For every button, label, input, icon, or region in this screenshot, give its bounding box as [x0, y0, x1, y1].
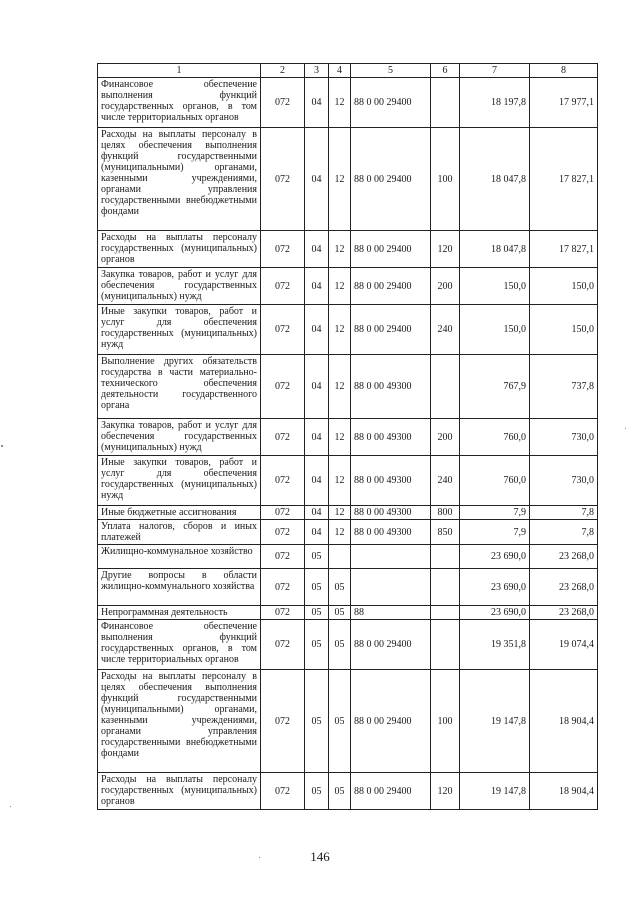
row-name: Расходы на выплаты персоналу государственных (муниципальных) органов [98, 773, 261, 810]
row-name: Расходы на выплаты персоналу в целях обеспечения выполнения функций государственными (муниципальными) органами, казенными учреждениями, органами управления государственными внебюджетными фондами [98, 128, 261, 231]
row-name: Закупка товаров, работ и услуг для обеспечения государственных (муниципальных) нужд [98, 268, 261, 305]
row-name: Непрограммная деятельность [98, 606, 261, 620]
table-row [98, 670, 598, 773]
row-amount-year-2: 19 074,4 [530, 620, 598, 670]
row-admin-code: 072 [261, 305, 305, 355]
row-amount-year-2: 18 904,4 [530, 670, 598, 773]
column-header: 6 [431, 64, 460, 78]
table-body [98, 78, 598, 810]
row-amount-year-2: 7,8 [530, 520, 598, 545]
row-expense-type: 850 [431, 520, 460, 545]
budget-table-container [97, 63, 597, 810]
row-admin-code: 072 [261, 606, 305, 620]
row-target-article: 88 0 00 29400 [351, 268, 431, 305]
row-amount-year-2: 737,8 [530, 355, 598, 419]
row-expense-type: 120 [431, 231, 460, 268]
table-row [98, 606, 598, 620]
row-amount-year-1: 7,9 [460, 506, 530, 520]
row-amount-year-1: 18 047,8 [460, 128, 530, 231]
row-amount-year-2: 17 827,1 [530, 128, 598, 231]
row-amount-year-1: 767,9 [460, 355, 530, 419]
row-name: Жилищно-коммунальное хозяйство [98, 545, 261, 569]
table-row [98, 268, 598, 305]
row-section: 04 [305, 78, 329, 128]
row-amount-year-1: 7,9 [460, 520, 530, 545]
row-expense-type [431, 620, 460, 670]
row-admin-code: 072 [261, 456, 305, 506]
row-target-article: 88 0 00 29400 [351, 620, 431, 670]
row-amount-year-1: 18 047,8 [460, 231, 530, 268]
budget-table [97, 63, 598, 810]
row-name: Финансовое обеспечение выполнения функций государственных органов, в том числе территориальных органов [98, 78, 261, 128]
row-subsection: 12 [329, 520, 351, 545]
row-amount-year-2: 7,8 [530, 506, 598, 520]
row-amount-year-1: 760,0 [460, 419, 530, 456]
row-name: Закупка товаров, работ и услуг для обеспечения государственных (муниципальных) нужд [98, 419, 261, 456]
row-name: Иные закупки товаров, работ и услуг для обеспечения государственных (муниципальных) нужд [98, 456, 261, 506]
row-section: 05 [305, 545, 329, 569]
row-name: Иные бюджетные ассигнования [98, 506, 261, 520]
row-amount-year-1: 150,0 [460, 305, 530, 355]
table-row [98, 78, 598, 128]
row-expense-type: 100 [431, 670, 460, 773]
scan-speck [625, 428, 626, 429]
row-section: 05 [305, 606, 329, 620]
row-target-article: 88 0 00 49300 [351, 355, 431, 419]
row-subsection: 05 [329, 620, 351, 670]
table-row [98, 231, 598, 268]
row-subsection: 05 [329, 773, 351, 810]
row-admin-code: 072 [261, 620, 305, 670]
row-admin-code: 072 [261, 520, 305, 545]
row-amount-year-2: 23 268,0 [530, 606, 598, 620]
column-header: 1 [98, 64, 261, 78]
row-section: 05 [305, 670, 329, 773]
row-target-article [351, 545, 431, 569]
header-row [98, 64, 598, 78]
table-row [98, 520, 598, 545]
row-target-article: 88 0 00 29400 [351, 305, 431, 355]
row-expense-type [431, 78, 460, 128]
row-admin-code: 072 [261, 268, 305, 305]
table-row [98, 355, 598, 419]
row-subsection [329, 545, 351, 569]
row-target-article: 88 [351, 606, 431, 620]
row-expense-type [431, 355, 460, 419]
row-amount-year-1: 760,0 [460, 456, 530, 506]
row-section: 04 [305, 520, 329, 545]
table-row [98, 456, 598, 506]
row-section: 05 [305, 569, 329, 606]
row-admin-code: 072 [261, 419, 305, 456]
row-section: 04 [305, 268, 329, 305]
row-name: Финансовое обеспечение выполнения функций государственных органов, в том числе территориальных органов [98, 620, 261, 670]
row-amount-year-1: 19 147,8 [460, 670, 530, 773]
row-section: 04 [305, 456, 329, 506]
row-amount-year-2: 23 268,0 [530, 545, 598, 569]
column-header: 4 [329, 64, 351, 78]
scan-speck [1, 445, 3, 447]
row-admin-code: 072 [261, 506, 305, 520]
table-row [98, 545, 598, 569]
row-admin-code: 072 [261, 773, 305, 810]
row-target-article: 88 0 00 49300 [351, 456, 431, 506]
row-admin-code: 072 [261, 78, 305, 128]
row-expense-type: 240 [431, 305, 460, 355]
row-target-article: 88 0 00 49300 [351, 506, 431, 520]
row-subsection: 05 [329, 606, 351, 620]
row-subsection: 12 [329, 78, 351, 128]
row-subsection: 12 [329, 231, 351, 268]
row-section: 04 [305, 506, 329, 520]
row-section: 05 [305, 620, 329, 670]
row-section: 05 [305, 773, 329, 810]
table-row [98, 620, 598, 670]
row-subsection: 12 [329, 419, 351, 456]
row-amount-year-2: 730,0 [530, 419, 598, 456]
row-amount-year-2: 18 904,4 [530, 773, 598, 810]
row-amount-year-2: 23 268,0 [530, 569, 598, 606]
row-amount-year-2: 17 977,1 [530, 78, 598, 128]
row-target-article [351, 569, 431, 606]
row-amount-year-1: 18 197,8 [460, 78, 530, 128]
row-name: Выполнение других обязательств государства в части материально-технического обеспечения деятельности государственного органа [98, 355, 261, 419]
row-admin-code: 072 [261, 128, 305, 231]
column-header: 2 [261, 64, 305, 78]
row-subsection: 12 [329, 355, 351, 419]
column-header: 7 [460, 64, 530, 78]
table-row [98, 773, 598, 810]
row-section: 04 [305, 305, 329, 355]
row-subsection: 05 [329, 670, 351, 773]
row-target-article: 88 0 00 49300 [351, 520, 431, 545]
row-target-article: 88 0 00 29400 [351, 773, 431, 810]
row-expense-type [431, 545, 460, 569]
table-row [98, 305, 598, 355]
row-target-article: 88 0 00 29400 [351, 670, 431, 773]
row-expense-type: 200 [431, 268, 460, 305]
scan-speck [10, 806, 11, 807]
row-target-article: 88 0 00 29400 [351, 231, 431, 268]
row-subsection: 12 [329, 506, 351, 520]
row-subsection: 12 [329, 456, 351, 506]
row-admin-code: 072 [261, 670, 305, 773]
row-expense-type [431, 569, 460, 606]
row-subsection: 05 [329, 569, 351, 606]
row-amount-year-1: 23 690,0 [460, 569, 530, 606]
row-target-article: 88 0 00 29400 [351, 78, 431, 128]
row-amount-year-1: 19 351,8 [460, 620, 530, 670]
row-target-article: 88 0 00 49300 [351, 419, 431, 456]
row-name: Расходы на выплаты персоналу в целях обеспечения выполнения функций государственными (муниципальными) органами, казенными учреждениями, органами управления государственными внебюджетными фондами [98, 670, 261, 773]
row-amount-year-1: 150,0 [460, 268, 530, 305]
table-row [98, 506, 598, 520]
row-admin-code: 072 [261, 545, 305, 569]
page-number: 146 [310, 849, 330, 864]
row-name: Иные закупки товаров, работ и услуг для обеспечения государственных (муниципальных) нужд [98, 305, 261, 355]
row-expense-type: 240 [431, 456, 460, 506]
column-header: 3 [305, 64, 329, 78]
row-admin-code: 072 [261, 569, 305, 606]
table-row [98, 569, 598, 606]
row-admin-code: 072 [261, 231, 305, 268]
row-section: 04 [305, 128, 329, 231]
table-row [98, 419, 598, 456]
row-name: Расходы на выплаты персоналу государственных (муниципальных) органов [98, 231, 261, 268]
row-name: Другие вопросы в области жилищно-коммунального хозяйства [98, 569, 261, 606]
row-expense-type: 100 [431, 128, 460, 231]
row-section: 04 [305, 419, 329, 456]
row-subsection: 12 [329, 128, 351, 231]
row-subsection: 12 [329, 268, 351, 305]
row-section: 04 [305, 355, 329, 419]
row-amount-year-2: 17 827,1 [530, 231, 598, 268]
row-amount-year-2: 730,0 [530, 456, 598, 506]
row-expense-type: 800 [431, 506, 460, 520]
row-amount-year-2: 150,0 [530, 268, 598, 305]
column-header: 5 [351, 64, 431, 78]
table-row [98, 128, 598, 231]
column-header: 8 [530, 64, 598, 78]
row-amount-year-1: 19 147,8 [460, 773, 530, 810]
row-expense-type [431, 606, 460, 620]
row-amount-year-1: 23 690,0 [460, 545, 530, 569]
row-expense-type: 200 [431, 419, 460, 456]
row-amount-year-2: 150,0 [530, 305, 598, 355]
row-name: Уплата налогов, сборов и иных платежей [98, 520, 261, 545]
row-subsection: 12 [329, 305, 351, 355]
row-section: 04 [305, 231, 329, 268]
row-expense-type: 120 [431, 773, 460, 810]
row-amount-year-1: 23 690,0 [460, 606, 530, 620]
row-target-article: 88 0 00 29400 [351, 128, 431, 231]
row-admin-code: 072 [261, 355, 305, 419]
